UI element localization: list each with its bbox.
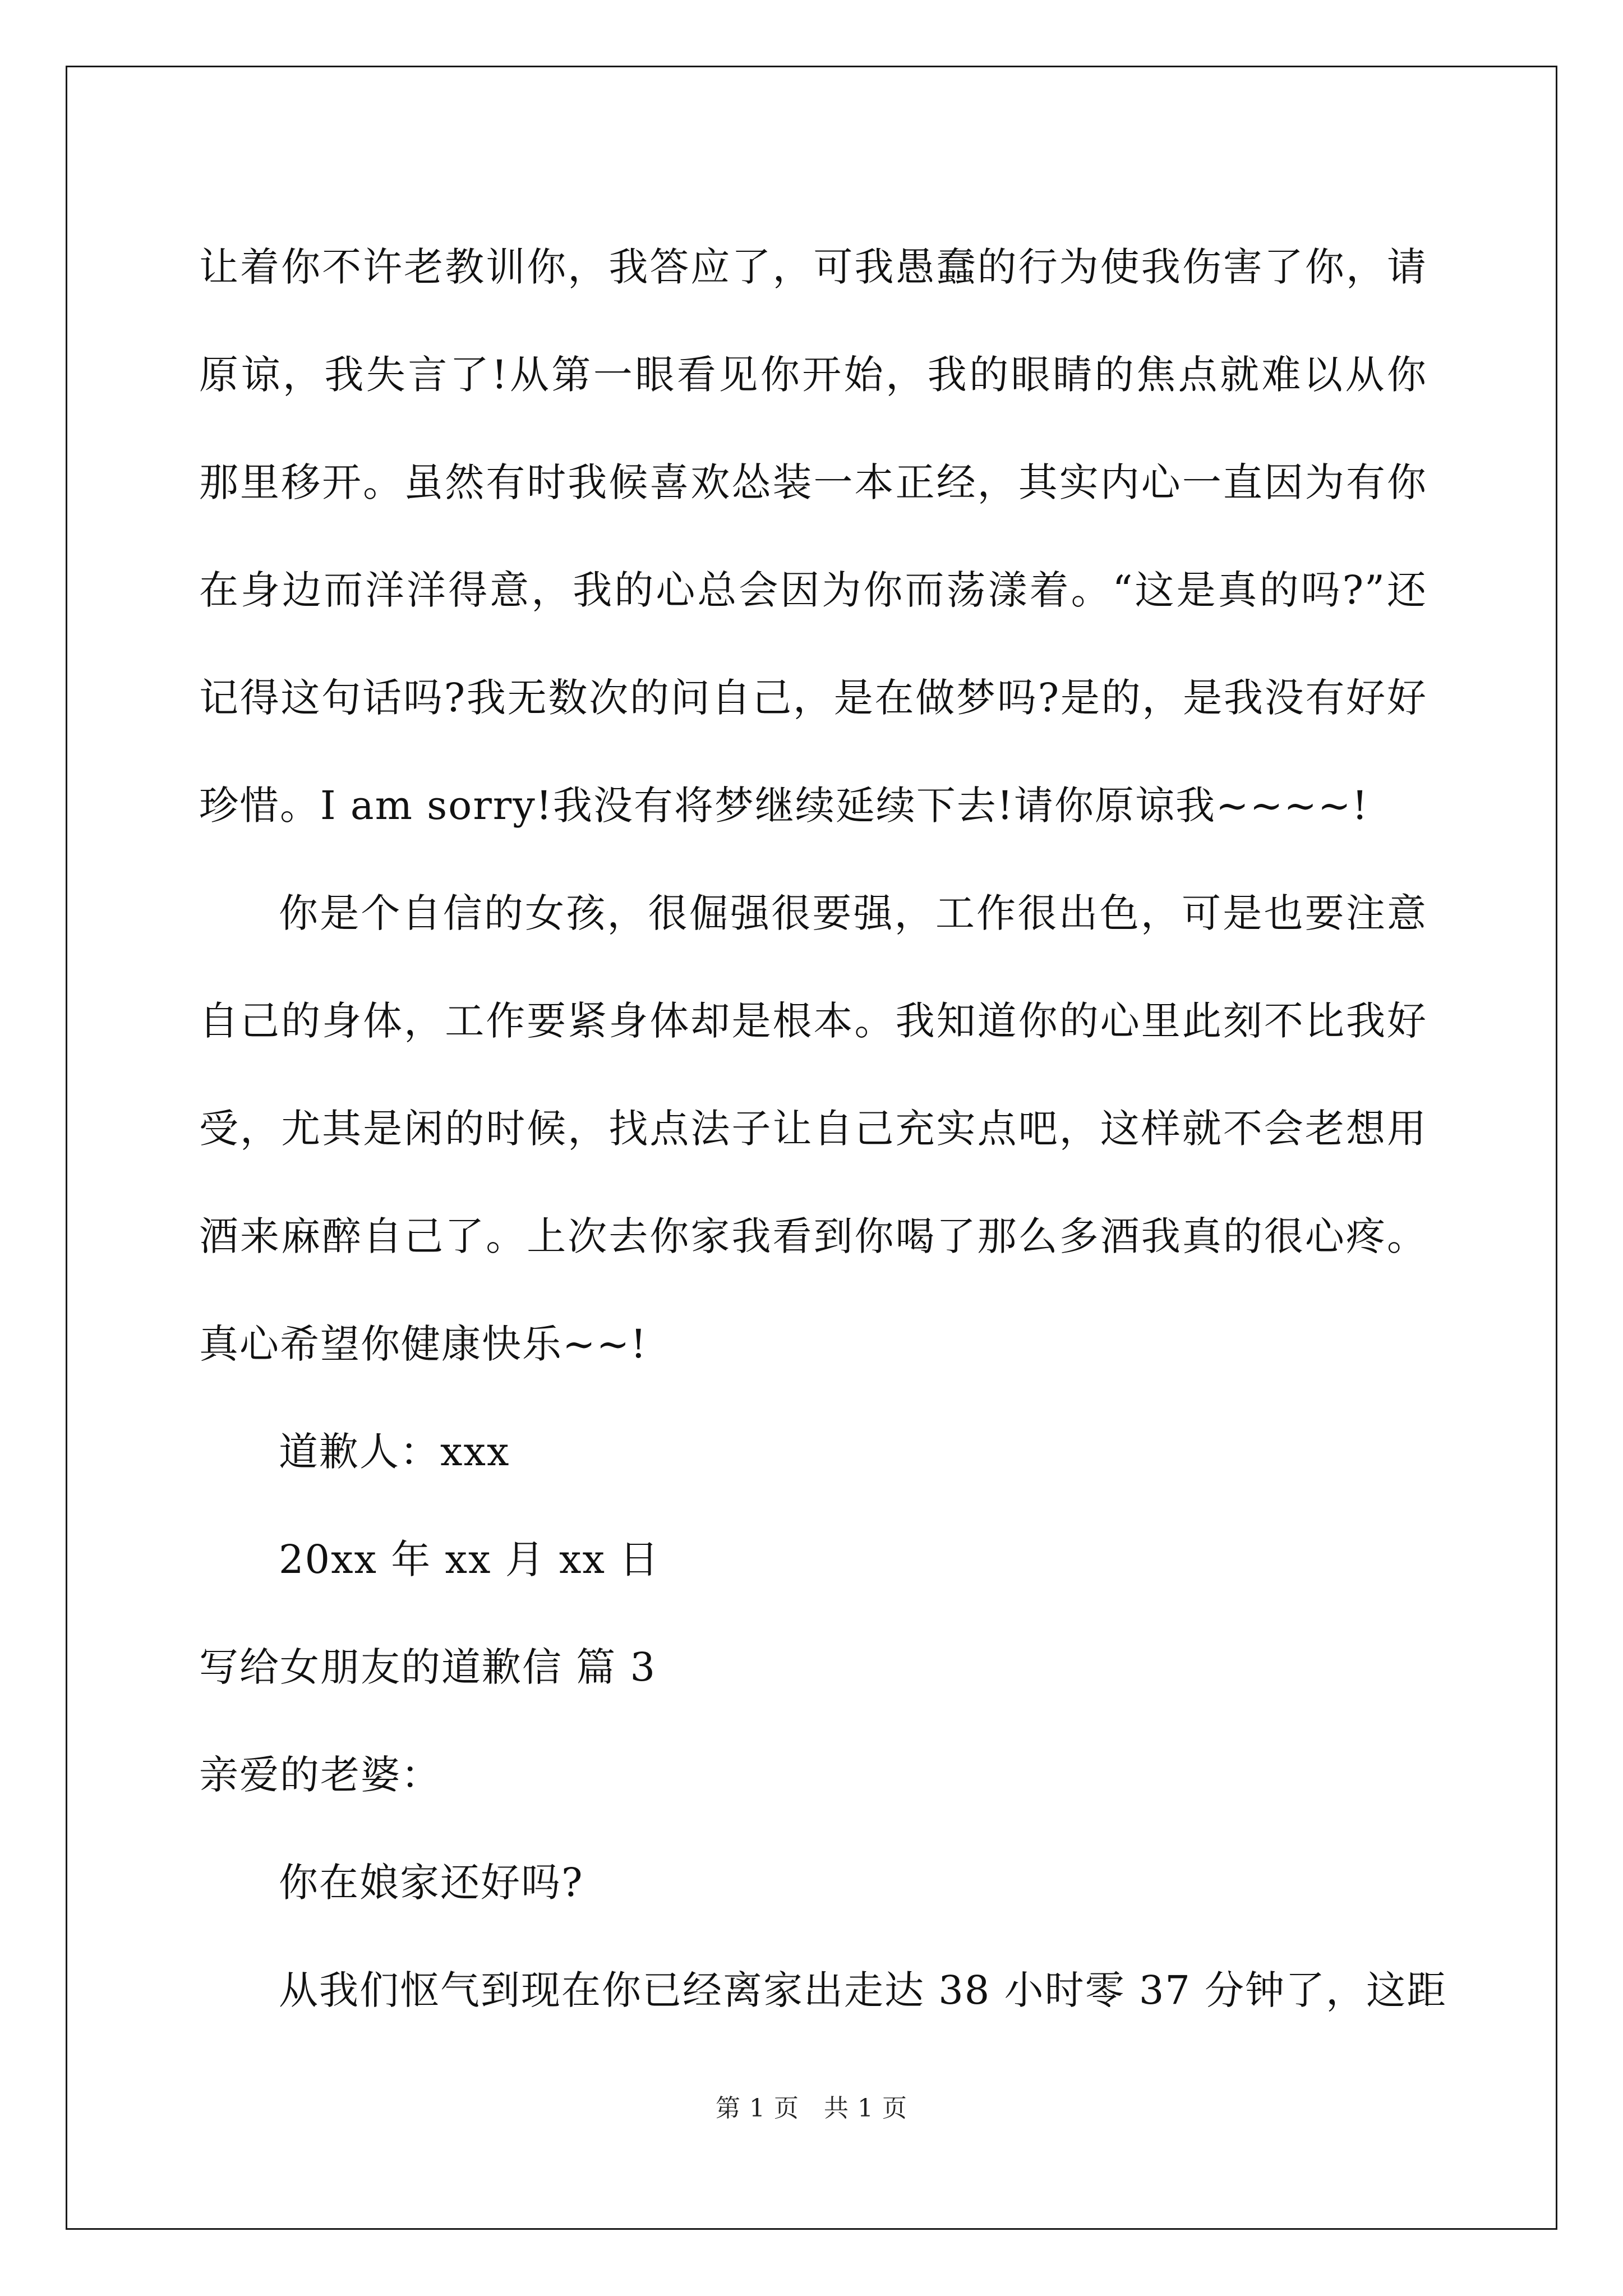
paragraph-apology-2: 你是个自信的女孩，很倔强很要强，工作很出色，可是也要注意自己的身体，工作要紧身体却是根本。我知道你的心里此刻不比我好受，尤其是闲的时候，找点法子让自己充实点吧，这样就不会老想用酒来麻醉自己了。上次去你家我看到你喝了那么多酒我真的很心疼。真心希望你健康快乐~~! [199, 890, 1427, 1367]
date-line: 20xx 年 xx 月 xx 日 [279, 1536, 660, 1582]
page-number: 第 1 页 [716, 2094, 799, 2123]
greeting-line: 你在娘家还好吗? [279, 1860, 584, 1906]
signature-line: 道歉人：xxx [279, 1429, 510, 1475]
page-total: 共 1 页 [824, 2094, 907, 2123]
document-body [199, 213, 1447, 2044]
section-title: 写给女朋友的道歉信 篇 3 [199, 1644, 657, 1690]
closing-paragraph: 从我们怄气到现在你已经离家出走达 38 小时零 37 分钟了，这距 [279, 1967, 1447, 2013]
salutation: 亲爱的老婆： [199, 1752, 441, 1798]
page-footer [0, 2088, 1623, 2124]
paragraph-apology-1: 让着你不许老教训你，我答应了，可我愚蠢的行为使我伤害了你，请原谅，我失言了!从第一眼看见你开始，我的眼睛的焦点就难以从你那里移开。虽然有时我候喜欢怂装一本正经，其实内心一直因为有你在身边而洋洋得意，我的心总会因为你而荡漾着。“这是真的吗?”还记得这句话吗?我无数次的问自己，是在做梦吗?是的，是我没有好好珍惜。I am sorry!我没有将梦继续延续下去!请你原谅我~~~~! [199, 244, 1427, 829]
